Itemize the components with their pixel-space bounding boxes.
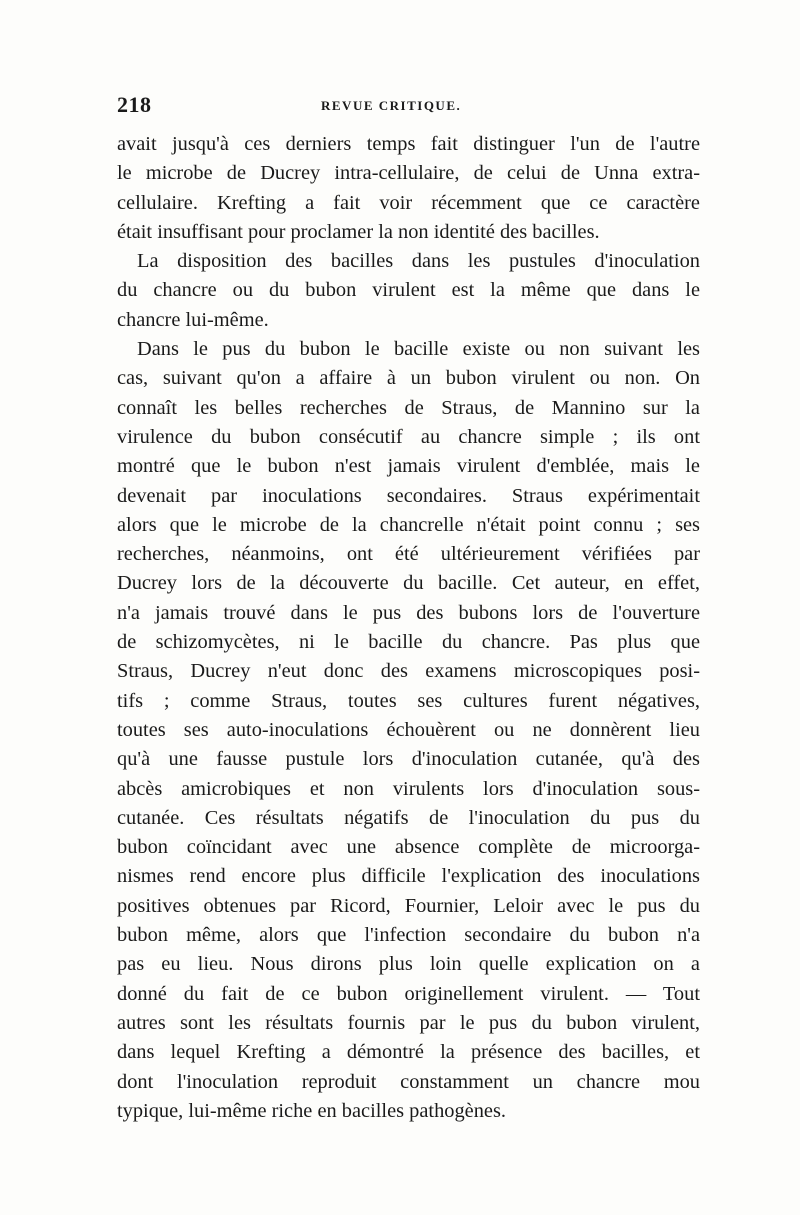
text-line: cellulaire. Krefting a fait voir récemment que ce caractère [117,191,700,214]
text-line: bubon coïncidant avec une absence complète de microorga- [117,836,700,859]
text-line: Dans le pus du bubon le bacille existe ou non suivant les [137,338,700,361]
text-line: avait jusqu'à ces derniers temps fait distinguer l'un de l'autre [117,133,700,155]
text-line: cas, suivant qu'on a affaire à un bubon virulent ou non. On [117,367,700,390]
text-line: le microbe de Ducrey intra-cellulaire, de celui de Unna extra- [117,162,700,185]
text-line: cutanée. Ces résultats négatifs de l'inoculation du pus du [117,806,700,829]
text-line: qu'à une fausse pustule lors d'inoculation cutanée, qu'à des [117,748,700,771]
text-line: connaît les belles recherches de Straus, de Mannino sur la [117,396,700,419]
text-line: bubon même, alors que l'infection secondaire du bubon n'a [117,924,700,947]
text-line: devenait par inoculations secondaires. Straus expérimentait [117,484,700,507]
journal-title: REVUE CRITIQUE. [321,98,462,113]
text-line: de schizomycètes, ni le bacille du chancre. Pas plus que [117,631,700,654]
text-line: dont l'inoculation reproduit constamment un chancre mou [117,1070,700,1093]
text-line: toutes ses auto-inoculations échouèrent ou ne donnèrent lieu [117,718,700,741]
text-line: typique, lui-même riche en bacilles pathogènes. [117,1099,506,1122]
text-line: donné du fait de ce bubon originellement virulent. — Tout [117,982,700,1005]
text-line: positives obtenues par Ricord, Fournier, Leloir avec le pus du [117,894,700,917]
text-line: alors que le microbe de la chancrelle n'était point connu ; ses [117,513,700,536]
text-line: recherches, néanmoins, ont été ultérieurement vérifiées par [117,543,700,566]
body-text [117,130,700,1126]
text-line: était insuffisant pour proclamer la non identité des bacilles. [117,220,600,243]
text-line: nismes rend encore plus difficile l'explication des inoculations [117,865,700,888]
text-line: autres sont les résultats fournis par le pus du bubon virulent, [117,1011,700,1034]
text-line: pas eu lieu. Nous dirons plus loin quelle explication on a [117,953,700,976]
text-line: tifs ; comme Straus, toutes ses cultures furent négatives, [117,689,700,712]
text-line: du chancre ou du bubon virulent est la même que dans le [117,279,700,302]
text-line: montré que le bubon n'est jamais virulent d'emblée, mais le [117,455,700,478]
text-line: Ducrey lors de la découverte du bacille. Cet auteur, en effet, [117,572,700,595]
text-line: dans lequel Krefting a démontré la présence des bacilles, et [117,1041,700,1064]
text-line: Straus, Ducrey n'eut donc des examens microscopiques posi- [117,660,700,683]
running-head [117,92,697,122]
text-line: virulence du bubon consécutif au chancre simple ; ils ont [117,425,700,448]
text-line: La disposition des bacilles dans les pustules d'inoculation [137,250,700,273]
text-line: n'a jamais trouvé dans le pus des bubons lors de l'ouverture [117,601,700,624]
page-number: 218 [117,92,152,117]
text-line: abcès amicrobiques et non virulents lors d'inoculation sous- [117,777,700,800]
text-line: chancre lui-même. [117,308,269,331]
